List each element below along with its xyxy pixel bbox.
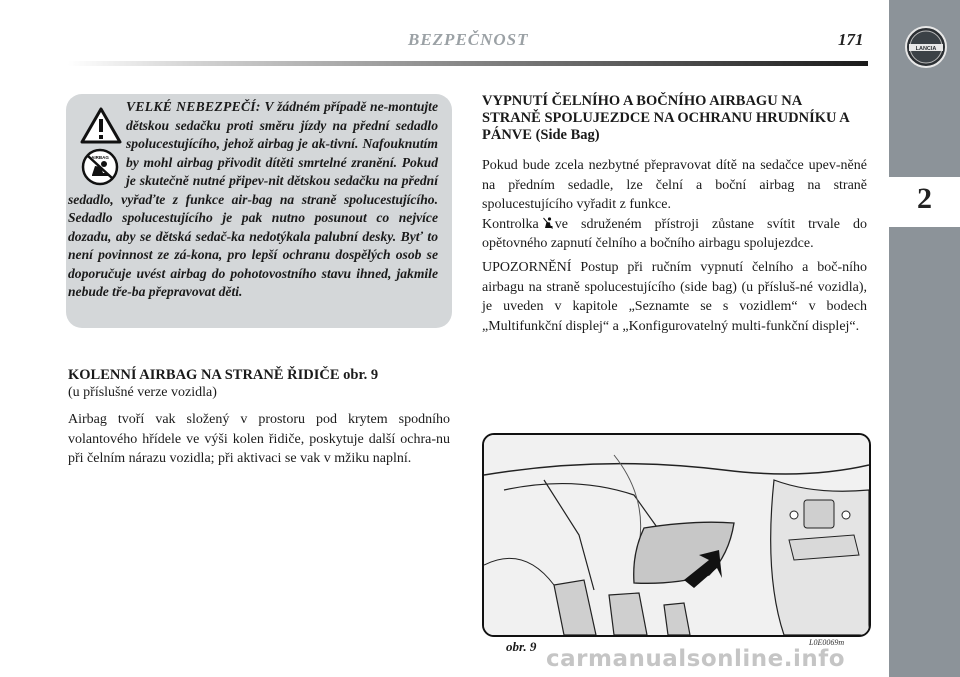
kontrolka-label: Kontrolka <box>482 216 539 232</box>
danger-caption: VELKÉ NEBEZPEČÍ: <box>126 99 261 114</box>
watermark: carmanualsonline.info <box>546 646 846 672</box>
knee-airbag-heading: KOLENNÍ AIRBAG NA STRANĚ ŘIDIČE obr. 9 <box>68 367 379 383</box>
passenger-airbag-off-icon <box>543 217 553 229</box>
figure-code: L0E0069m <box>809 638 845 647</box>
chapter-sidebar <box>889 0 960 677</box>
note-label: UPOZORNĚNÍ <box>482 260 572 275</box>
figure-9-knee-airbag <box>482 433 871 637</box>
airbag-disable-intro: Pokud bude zcela nezbytné přepravovat dítě na sedačce upev-něné na předním sedadle, lze čelní a boční airbag na straně spolucestujícího vyřadit z funkce. <box>482 158 867 212</box>
chapter-number: 2 <box>917 182 932 215</box>
airbag-disable-heading: VYPNUTÍ ČELNÍHO A BOČNÍHO AIRBAGU NA STRANĚ SPOLUJEZDCE NA OCHRANU HRUDNÍKU A PÁNVE (Side Bag) <box>482 93 849 143</box>
airbag-note-paragraph <box>482 258 867 336</box>
knee-airbag-illustration <box>484 435 869 635</box>
danger-body: V žádném případě ne-montujte dětskou sedačku proti směru jízdy na přední sedadlo spolucestujícího, jehož airbag je ak-tivní. Nafouknutím by mohl airbag přivodit dítěti smrtelné zranění. Pokud je skutečně nutné připev-nit dětskou sedačku na přední sedadlo, vyřaďte z funkce air-bag na straně spolucestujícího. Sedadlo spolucestujícího je pak nutno posunout co nejvíce dozadu, aby se dětská sedač-ka nedotýkala palubní desky. Byť to není povinnost ze zá-kona, pro lepší ochranu dospělých osob se doporučuje uvést airbag do pohotovostního stavu ihned, jakmile nebude tře-ba přepravovat děti. <box>68 99 438 299</box>
svg-text:AIRBAG: AIRBAG <box>91 155 109 160</box>
knee-airbag-paragraph: Airbag tvoří vak složený v prostoru pod krytem spodního volantového hřídele ve výši kolen řidiče, poskytuje další ochra-nu při čelním nárazu vozidla; při aktivaci se vak v mžiku naplní. <box>68 412 450 466</box>
header-rule <box>68 61 868 66</box>
svg-text:LANCIA: LANCIA <box>915 45 937 52</box>
icon-spacer <box>68 98 126 186</box>
section-title: BEZPEČNOST <box>408 30 529 49</box>
airbag-disable-paragraph <box>482 156 867 254</box>
page-number: 171 <box>838 30 864 49</box>
figure-caption: obr. 9 <box>506 639 537 654</box>
kontrolka-text: ve sdruženém přístroji zůstane svítit trvale do opětovného zapnutí čelního a bočního airbagu spolujezdce. <box>482 216 867 251</box>
knee-airbag-subheading: (u příslušné verze vozidla) <box>68 385 217 400</box>
danger-warning-text <box>68 98 438 302</box>
note-text: Postup při ručním vypnutí čelního a boč-ního airbagu na straně spolucestujícího (side bag) (u přísluš-né vozidla), je uveden v kapitole „Seznamte se s vozidlem“ v bodech „Multifunkční displej“ a „Konfigurovatelný multi-funkční displej“. <box>482 260 867 334</box>
lancia-logo-icon <box>904 25 948 69</box>
